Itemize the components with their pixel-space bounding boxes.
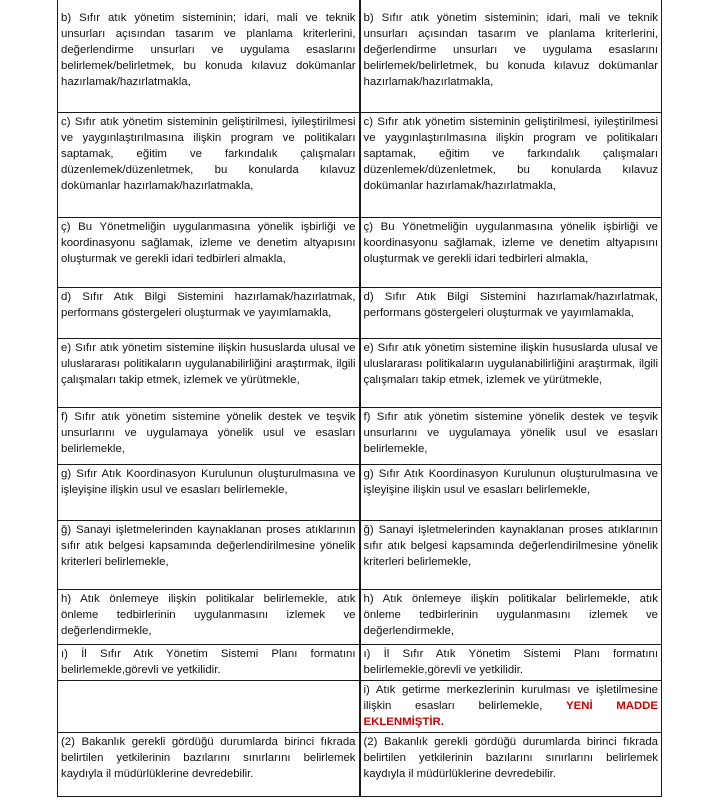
cell-text: g) Sıfır Atık Koordinasyon Kurulunun oluşturulmasına ve işleyişine ilişkin usul ve esasları belirlemekle, bbox=[363, 467, 658, 496]
cell-text: f) Sıfır atık yönetim sistemine yönelik destek ve teşvik unsurlarını ve uygulamaya yönelik usul ve esasları belirlemekle, bbox=[61, 410, 356, 455]
cell-text: ç) Bu Yönetmeliğin uygulanmasına yönelik işbirliği ve koordinasyonu sağlamak, izleme ve denetim altyapısını oluşturmak ve gerekli idari tedbirleri almakla, bbox=[363, 220, 658, 265]
table-row bbox=[58, 464, 662, 520]
cell-text: ğ) Sanayi işletmelerinden kaynaklanan proses atıklarının sıfır atık belgesi kapsamında değerlendirilmesine yönelik kriterleri belirlemekle, bbox=[61, 523, 356, 568]
table-row bbox=[58, 0, 662, 112]
cell-text: (2) Bakanlık gerekli gördüğü durumlarda birinci fıkrada belirtilen yetkilerinin bazılarını sınırlarını belirlemek kaydıyla il müdürlüklerine devredebilir. bbox=[61, 735, 356, 780]
cell-text: e) Sıfır atık yönetim sistemine ilişkin hususlarda ulusal ve uluslararası politikaların uygulanabilirliğini araştırmak, ilgili çalışmaları takip etmek, izlemek ve yürütmekle, bbox=[363, 341, 658, 386]
new-article-label: YENİ MADDE EKLENMİŞTİR. bbox=[363, 699, 658, 728]
table-row bbox=[58, 644, 662, 680]
table-row bbox=[58, 732, 662, 796]
left-cell bbox=[58, 112, 360, 217]
right-cell bbox=[360, 217, 662, 287]
left-cell bbox=[58, 589, 360, 644]
cell-text: h) Atık önlemeye ilişkin politikalar belirlemekle, atık önleme tedbirlerinin uygulanmasını izlemek ve değerlendirmekle, bbox=[363, 592, 658, 637]
table-row bbox=[58, 407, 662, 464]
table-row bbox=[58, 287, 662, 338]
cell-text bbox=[364, 682, 659, 730]
cell-text: (2) Bakanlık gerekli gördüğü durumlarda birinci fıkrada belirtilen yetkilerinin bazılarını sınırlarını belirlemek kaydıyla il müdürlüklerine devredebilir. bbox=[363, 735, 658, 780]
right-cell bbox=[360, 338, 662, 407]
right-cell bbox=[360, 112, 662, 217]
cell-text: g) Sıfır Atık Koordinasyon Kurulunun oluşturulmasına ve işleyişine ilişkin usul ve esasları belirlemekle, bbox=[61, 467, 356, 496]
cell-text: f) Sıfır atık yönetim sistemine yönelik destek ve teşvik unsurlarını ve uygulamaya yönelik usul ve esasları belirlemekle, bbox=[363, 410, 658, 455]
right-cell bbox=[360, 520, 662, 589]
cell-text: c) Sıfır atık yönetim sisteminin geliştirilmesi, iyileştirilmesi ve yaygınlaştırılmasına ilişkin program ve politikaları saptamak, eğitim ve farkındalık çalışmaları düzenlemek/düzenletmek, bu konularda kılavuz dokümanlar hazırlamak/hazırlatmakla, bbox=[61, 115, 356, 192]
cell-text: d) Sıfır Atık Bilgi Sistemini hazırlamak/hazırlatmak, performans göstergeleri oluşturmak ve yayımlamakla, bbox=[363, 290, 658, 319]
left-cell bbox=[58, 217, 360, 287]
table-row bbox=[58, 680, 662, 732]
right-cell bbox=[360, 589, 662, 644]
left-cell bbox=[58, 407, 360, 464]
left-cell bbox=[58, 520, 360, 589]
cell-text: ğ) Sanayi işletmelerinden kaynaklanan proses atıklarının sıfır atık belgesi kapsamında değerlendirilmesine yönelik kriterleri belirlemekle, bbox=[363, 523, 658, 568]
left-cell bbox=[58, 287, 360, 338]
cell-text: c) Sıfır atık yönetim sisteminin geliştirilmesi, iyileştirilmesi ve yaygınlaştırılmasına ilişkin program ve politikaları saptamak, eğitim ve farkındalık çalışmaları düzenlemek/düzenletmek, bu konularda kılavuz dokümanlar hazırlamak/hazırlatmakla, bbox=[363, 115, 658, 192]
table-row bbox=[58, 338, 662, 407]
cell-text: ç) Bu Yönetmeliğin uygulanmasına yönelik işbirliği ve koordinasyonu sağlamak, izleme ve denetim altyapısını oluşturmak ve gerekli idari tedbirleri almakla, bbox=[61, 220, 356, 265]
cell-text: b) Sıfır atık yönetim sisteminin; idari, mali ve teknik unsurları açısından tasarım ve planlama kriterlerini, değerlendirme unsurları ve uygulama esaslarını belirlemek/belirletmek, bu konuda kılavuz dokümanlar hazırlamak/hazırlatmakla, bbox=[363, 12, 658, 88]
left-cell bbox=[58, 732, 360, 796]
table-row bbox=[58, 589, 662, 644]
left-cell bbox=[58, 464, 360, 520]
cell-text: ı) İl Sıfır Atık Yönetim Sistemi Planı formatını belirlemekle,görevli ve yetkilidir. bbox=[61, 647, 356, 676]
right-cell bbox=[360, 0, 662, 112]
cell-text: ı) İl Sıfır Atık Yönetim Sistemi Planı formatını belirlemekle,görevli ve yetkilidir. bbox=[363, 647, 658, 676]
right-cell bbox=[360, 680, 662, 732]
table-row bbox=[58, 217, 662, 287]
comparison-table bbox=[57, 0, 662, 797]
left-cell bbox=[58, 0, 360, 112]
left-cell bbox=[58, 338, 360, 407]
right-cell bbox=[360, 644, 662, 680]
right-cell bbox=[360, 732, 662, 796]
right-cell bbox=[360, 464, 662, 520]
cell-text: d) Sıfır Atık Bilgi Sistemini hazırlamak/hazırlatmak, performans göstergeleri oluşturmak ve yayımlamakla, bbox=[61, 290, 356, 319]
left-cell-empty bbox=[58, 680, 360, 732]
cell-text: h) Atık önlemeye ilişkin politikalar belirlemekle, atık önleme tedbirlerinin uygulanmasını izlemek ve değerlendirmekle, bbox=[61, 592, 356, 637]
new-article-text: i) Atık getirme merkezlerinin kurulması ve işletilmesine ilişkin esasları belirlemekle, bbox=[363, 683, 658, 712]
right-cell bbox=[360, 287, 662, 338]
left-cell bbox=[58, 644, 360, 680]
table-row bbox=[58, 112, 662, 217]
right-cell bbox=[360, 407, 662, 464]
cell-text: e) Sıfır atık yönetim sistemine ilişkin hususlarda ulusal ve uluslararası politikaların uygulanabilirliğini araştırmak, ilgili çalışmaları takip etmek, izlemek ve yürütmekle, bbox=[61, 341, 356, 386]
table-row bbox=[58, 520, 662, 589]
cell-text: b) Sıfır atık yönetim sisteminin; idari, mali ve teknik unsurları açısından tasarım ve planlama kriterlerini, değerlendirme unsurları ve uygulama esaslarını belirlemek/belirletmek, bu konuda kılavuz dokümanlar hazırlamak/hazırlatmakla, bbox=[61, 12, 356, 88]
